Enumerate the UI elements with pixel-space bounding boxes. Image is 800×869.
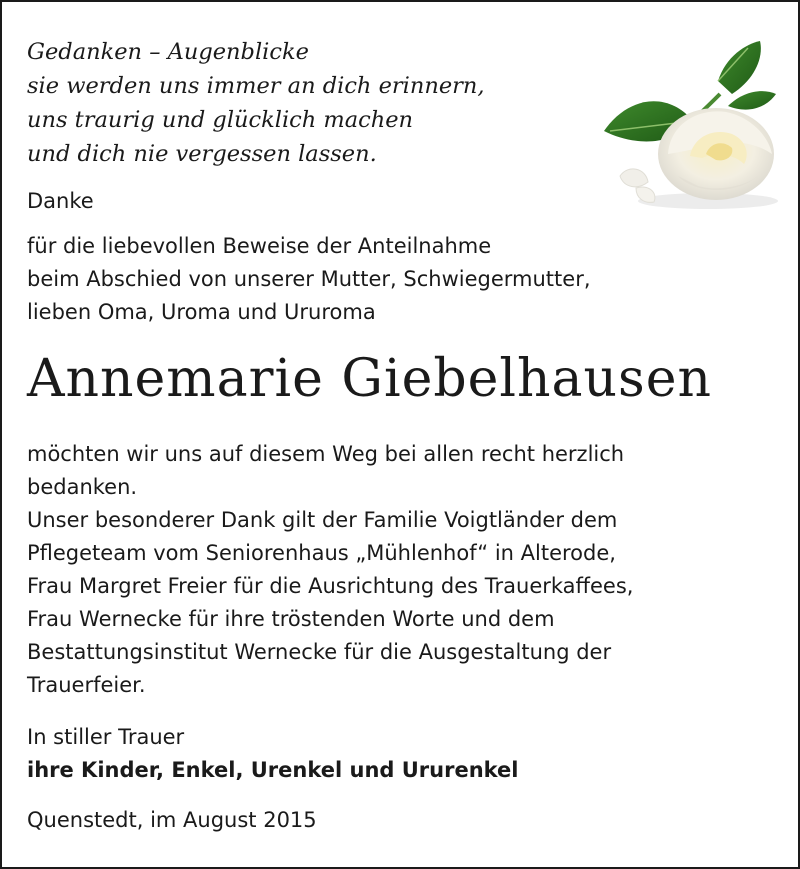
body-line: Trauerfeier. xyxy=(27,673,146,697)
place-date: Quenstedt, im August 2015 xyxy=(27,808,317,832)
body-line: bedanken. xyxy=(27,475,138,499)
body-line: Frau Wernecke für ihre tröstenden Worte und dem xyxy=(27,607,555,631)
thanks-heading: Danke xyxy=(27,189,94,213)
body-line: Bestattungsinstitut Wernecke für die Ausgestaltung der xyxy=(27,640,612,664)
intro-line: lieben Oma, Uroma und Ururoma xyxy=(27,300,376,324)
body-line: Frau Margret Freier für die Ausrichtung des Trauerkaffees, xyxy=(27,574,634,598)
body-line: Unser besonderer Dank gilt der Familie Voigtländer dem xyxy=(27,508,618,532)
white-rose-image xyxy=(598,36,788,216)
deceased-name: Annemarie Giebelhausen xyxy=(27,349,712,409)
poem-line: sie werden uns immer an dich erinnern, xyxy=(27,73,485,99)
intro-line: beim Abschied von unserer Mutter, Schwiegermutter, xyxy=(27,267,591,291)
intro-text xyxy=(27,230,727,329)
poem-line: Gedanken – Augenblicke xyxy=(27,39,309,65)
poem-line: und dich nie vergessen lassen. xyxy=(27,141,377,167)
body-line: möchten wir uns auf diesem Weg bei allen recht herzlich xyxy=(27,442,625,466)
poem-line: uns traurig und glücklich machen xyxy=(27,107,414,133)
poem xyxy=(27,35,587,171)
mourning-line: In stiller Trauer xyxy=(27,725,185,749)
intro-line: für die liebevollen Beweise der Anteilnahme xyxy=(27,234,492,258)
thanks-body xyxy=(27,438,787,702)
family-signature: ihre Kinder, Enkel, Urenkel und Ururenkel xyxy=(27,758,519,782)
body-line: Pflegeteam vom Seniorenhaus „Mühlenhof“ in Alterode, xyxy=(27,541,616,565)
